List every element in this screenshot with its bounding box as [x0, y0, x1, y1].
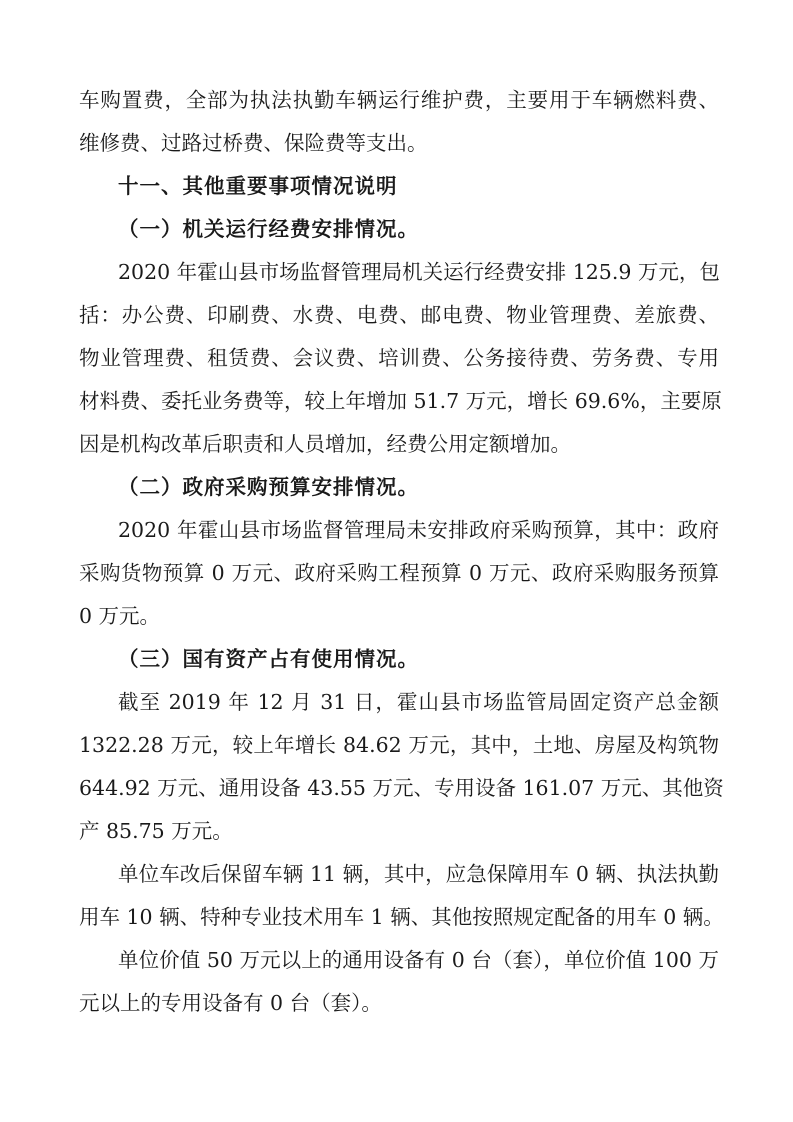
- paragraph-line: 644.92 万元、通用设备 43.55 万元、专用设备 161.07 万元、其他资: [79, 776, 724, 800]
- paragraph-line: 采购货物预算 0 万元、政府采购工程预算 0 万元、政府采购服务预算: [79, 561, 719, 585]
- paragraph-line: 0 万元。: [79, 604, 161, 628]
- paragraph-line: 括：办公费、印刷费、水费、电费、邮电费、物业管理费、差旅费、: [79, 303, 719, 327]
- subsection-heading: （三）国有资产占有使用情况。: [118, 647, 419, 671]
- paragraph-line: 元以上的专用设备有 0 台（套）。: [79, 991, 382, 1015]
- paragraph-line: 维修费、过路过桥费、保险费等支出。: [79, 131, 428, 155]
- subsection-heading: （二）政府采购预算安排情况。: [118, 475, 419, 499]
- paragraph-line: 车购置费，全部为执法执勤车辆运行维护费，主要用于车辆燃料费、: [79, 88, 719, 112]
- paragraph-line: 用车 10 辆、特种专业技术用车 1 辆、其他按照规定配备的用车 0 辆。: [79, 905, 724, 929]
- paragraph-line: 1322.28 万元，较上年增长 84.62 万元，其中，土地、房屋及构筑物: [79, 733, 719, 757]
- paragraph-line: 2020 年霍山县市场监督管理局机关运行经费安排 125.9 万元，包: [118, 260, 720, 284]
- paragraph-line: 单位车改后保留车辆 11 辆，其中，应急保障用车 0 辆、执法执勤: [118, 862, 719, 886]
- paragraph-line: 2020 年霍山县市场监督管理局未安排政府采购预算，其中：政府: [118, 518, 719, 542]
- paragraph-line: 物业管理费、租赁费、会议费、培训费、公务接待费、劳务费、专用: [79, 346, 719, 370]
- paragraph-line: 产 85.75 万元。: [79, 819, 233, 843]
- paragraph-line: 材料费、委托业务费等，较上年增加 51.7 万元，增长 69.6%，主要原: [79, 389, 722, 413]
- subsection-heading: （一）机关运行经费安排情况。: [118, 217, 419, 241]
- section-heading: 十一、其他重要事项情况说明: [118, 174, 398, 198]
- paragraph-line: 单位价值 50 万元以上的通用设备有 0 台（套），单位价值 100 万: [118, 948, 719, 972]
- paragraph-line: 截至 2019 年 12 月 31 日，霍山县市场监管局固定资产总金额: [118, 690, 719, 714]
- paragraph-line: 因是机构改革后职责和人员增加，经费公用定额增加。: [79, 432, 571, 456]
